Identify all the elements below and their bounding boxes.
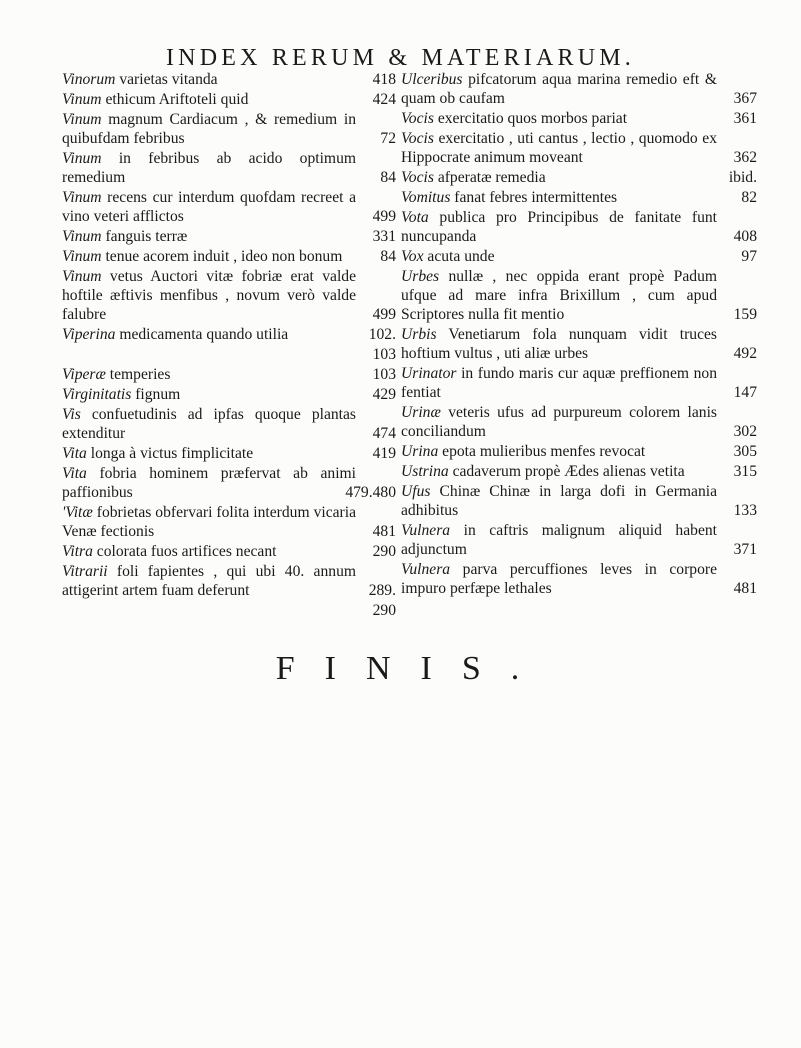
entry-headword: Viperina (62, 326, 116, 343)
entry-page-number: ibid. (728, 169, 757, 186)
index-entry (401, 521, 757, 559)
index-entry (401, 267, 757, 324)
entry-body (62, 562, 396, 600)
index-entry (62, 503, 396, 541)
entry-text: in febribus ab acido optimum remedium (62, 150, 356, 186)
entry-text: recens cur interdum quofdam recreet a vino veteri afflictos (62, 189, 356, 225)
index-entry (62, 267, 396, 324)
entry-headword: 'Vitæ (62, 504, 93, 521)
entry-headword: Vita (62, 465, 87, 482)
index-entry (401, 109, 757, 128)
entry-text: magnum Cardiacum , & remedium in quibufdam febribus (62, 111, 356, 147)
index-entry (401, 168, 757, 187)
index-entry (401, 70, 757, 108)
entry-headword: Ufus (401, 483, 431, 500)
entry-headword: Vomitus (401, 189, 451, 206)
entry-page-number: 419 (372, 445, 396, 462)
entry-text: veteris ufus ad purpureum colorem lanis conciliandum (401, 404, 717, 440)
index-entry (401, 208, 757, 246)
entry-page-number: 305 (733, 443, 757, 460)
entry-page-number: 84 (380, 248, 396, 265)
entry-body (401, 560, 757, 598)
entry-headword: Vinum (62, 228, 102, 245)
entry-text: in fundo maris cur aquæ preffionem non fentiat (401, 365, 717, 401)
index-entry (62, 405, 396, 443)
entry-body (62, 110, 396, 148)
entry-text: Chinæ Chinæ in larga dofi in Germania adhibitus (401, 483, 717, 519)
entry-page-number: 424 (372, 91, 396, 108)
entry-headword: Vota (401, 209, 429, 226)
entry-body (62, 444, 396, 463)
index-entry (62, 601, 396, 620)
entry-body (401, 521, 757, 559)
entry-page-number: 361 (733, 110, 757, 127)
index-entry (62, 188, 396, 226)
entry-headword: Vocis (401, 130, 434, 147)
entry-text: in caftris malignum aliquid habent adjunctum (401, 522, 717, 558)
entry-headword: Vis (62, 406, 81, 423)
entry-page-number: 499 (372, 306, 396, 323)
entry-text: publica pro Principibus de fanitate funt nuncupanda (401, 209, 717, 245)
entry-text: fanat febres intermittentes (450, 189, 618, 206)
entry-body (401, 267, 757, 324)
entry-page-number: 474 (372, 425, 396, 442)
page-header: INDEX RERUM & MATERIARUM. (165, 45, 635, 71)
entry-text: tenue acorem induit , ideo non bonum (101, 248, 343, 265)
entry-headword: Ustrina (401, 463, 449, 480)
entry-page-number: 82 (741, 189, 757, 206)
entry-headword: Vita (62, 445, 87, 462)
entry-headword: Ulceribus (401, 71, 463, 88)
entry-text: medicamenta quando utilia (115, 326, 289, 343)
entry-text: fignum (131, 386, 181, 403)
entry-page-number: 367 (733, 90, 757, 107)
entry-page-number: 418 (372, 71, 396, 88)
entry-text: parva percuffiones leves in corpore impuro perfæpe lethales (401, 561, 717, 597)
entry-page-number: 302 (733, 423, 757, 440)
index-entry (401, 482, 757, 520)
entry-page-number: 492 (733, 345, 757, 362)
entry-headword: Vocis (401, 110, 434, 127)
entry-page-number: 290 (372, 602, 396, 619)
index-entry (62, 325, 396, 344)
entry-text: confuetudinis ad ipfas quoque plantas extenditur (62, 406, 356, 442)
entry-text: fobrietas obfervari folita interdum vicaria Venæ fectionis (62, 504, 356, 540)
entry-body (401, 70, 757, 108)
entry-headword: Vinum (62, 248, 102, 265)
index-entry (62, 110, 396, 148)
entry-headword: Vulnera (401, 561, 451, 578)
finis-text: FINIS. (275, 650, 550, 687)
entry-page-number: 499 (372, 208, 396, 225)
entry-body (62, 385, 396, 404)
entry-headword: Urinator (401, 365, 457, 382)
entry-headword: Vinum (62, 189, 102, 206)
left-column (62, 70, 396, 621)
entry-headword: Urbis (401, 326, 437, 343)
entry-page-number: 371 (733, 541, 757, 558)
entry-body (62, 70, 396, 89)
entry-headword: Urinæ (401, 404, 441, 421)
index-entry (62, 345, 396, 364)
index-entry (401, 364, 757, 402)
entry-headword: Vinum (62, 150, 102, 167)
entry-page-number: 103 (372, 366, 396, 383)
entry-text: pifcatorum aqua marina remedio eft & quam ob caufam (401, 71, 717, 107)
entry-text: varietas vitanda (115, 71, 218, 88)
entry-page-number: 84 (380, 169, 396, 186)
entry-text: colorata fuos artifices necant (92, 543, 277, 560)
entry-text: foli fapientes , qui ubi 40. annum attigerint artem fuam deferunt (62, 563, 356, 599)
entry-headword: Virginitatis (62, 386, 132, 403)
entry-body (62, 542, 396, 561)
entry-text: vetus Auctori vitæ fobriæ erat valde hoftile æftivis menfibus , novum verò valde falubre (62, 268, 356, 323)
entry-page-number: 315 (733, 463, 757, 480)
index-entry (62, 542, 396, 561)
index-entry (401, 560, 757, 598)
entry-page-number: 481 (733, 580, 757, 597)
index-entry (401, 325, 757, 363)
entry-text: Venetiarum fola nunquam vidit truces hoftium vultus , uti aliæ urbes (401, 326, 717, 362)
entry-page-number: 408 (733, 228, 757, 245)
index-entry (401, 129, 757, 167)
entry-page-number: 331 (372, 228, 396, 245)
entry-text: fanguis terræ (101, 228, 188, 245)
entry-body (401, 462, 757, 481)
index-entry (62, 365, 396, 384)
entry-body (62, 325, 396, 344)
entry-text: longa à victus fimplicitate (86, 445, 254, 462)
entry-text: afperatæ remedia (433, 169, 546, 186)
entry-headword: Urina (401, 443, 439, 460)
entry-text: exercitatio quos morbos pariat (433, 110, 628, 127)
entry-body (401, 129, 757, 167)
entry-body (62, 149, 396, 187)
entry-body (401, 109, 757, 128)
entry-headword: Vinum (62, 111, 102, 128)
entry-headword: Vinorum (62, 71, 116, 88)
entry-body (401, 325, 757, 363)
entry-headword: Vinum (62, 268, 102, 285)
entry-text: exercitatio , uti cantus , lectio , quomodo ex Hippocrate animum moveant (401, 130, 717, 166)
entry-headword: Vocis (401, 169, 434, 186)
entry-body (401, 403, 757, 441)
entry-page-number: 290 (372, 543, 396, 560)
entry-body (62, 188, 396, 226)
entry-page-number: 102. (368, 326, 396, 343)
entry-body (62, 267, 396, 324)
index-entry (62, 70, 396, 89)
entry-text: temperies (105, 366, 171, 383)
entry-page-number: 72 (380, 130, 396, 147)
entry-body (62, 247, 396, 266)
entry-page-number: 481 (372, 523, 396, 540)
entry-headword: Vox (401, 248, 424, 265)
index-entry (401, 247, 757, 266)
right-column (401, 70, 757, 599)
index-entry (62, 247, 396, 266)
entry-body (401, 442, 757, 461)
entry-headword: Vitra (62, 543, 93, 560)
entry-body (62, 405, 396, 443)
entry-body (401, 208, 757, 246)
entry-page-number: 159 (733, 306, 757, 323)
entry-headword: Vulnera (401, 522, 451, 539)
entry-text: epota mulieribus menfes revocat (438, 443, 646, 460)
index-entry (401, 442, 757, 461)
index-entry (62, 227, 396, 246)
entry-text: cadaverum propè Ædes alienas vetita (448, 463, 685, 480)
entry-body (401, 364, 757, 402)
entry-page-number: 429 (372, 386, 396, 403)
index-entry (62, 90, 396, 109)
index-entry (62, 444, 396, 463)
entry-body (401, 168, 757, 187)
entry-body (401, 247, 757, 266)
entry-page-number: 147 (733, 384, 757, 401)
entry-text: acuta unde (423, 248, 495, 265)
entry-body (401, 482, 757, 520)
entry-page-number: 103 (372, 346, 396, 363)
index-entry (62, 149, 396, 187)
entry-headword: Urbes (401, 268, 440, 285)
entry-body (62, 503, 396, 541)
entry-page-number: 362 (733, 149, 757, 166)
entry-page-number: 97 (741, 248, 757, 265)
entry-page-number: 479.480 (345, 484, 396, 501)
entry-text: ethicum Ariftoteli quid (101, 91, 249, 108)
index-entry (401, 462, 757, 481)
entry-page-number: 289. (368, 582, 396, 599)
index-entry (62, 385, 396, 404)
index-entry (62, 562, 396, 600)
entry-headword: Vinum (62, 91, 102, 108)
entry-body (401, 188, 757, 207)
index-entry (401, 188, 757, 207)
index-entry (401, 403, 757, 441)
index-entry (62, 464, 396, 502)
entry-text: nullæ , nec oppida erant propè Padum ufque ad mare infra Brixillum , cum apud Scriptores nulla fit mentio (401, 268, 717, 323)
entry-body (62, 90, 396, 109)
entry-body (62, 365, 396, 384)
entry-text: fobria hominem præfervat ab animi paffionibus (62, 465, 356, 501)
entry-page-number: 133 (733, 502, 757, 519)
entry-body (62, 227, 396, 246)
entry-headword: Vitrarii (62, 563, 108, 580)
entry-headword: Viperæ (62, 366, 106, 383)
